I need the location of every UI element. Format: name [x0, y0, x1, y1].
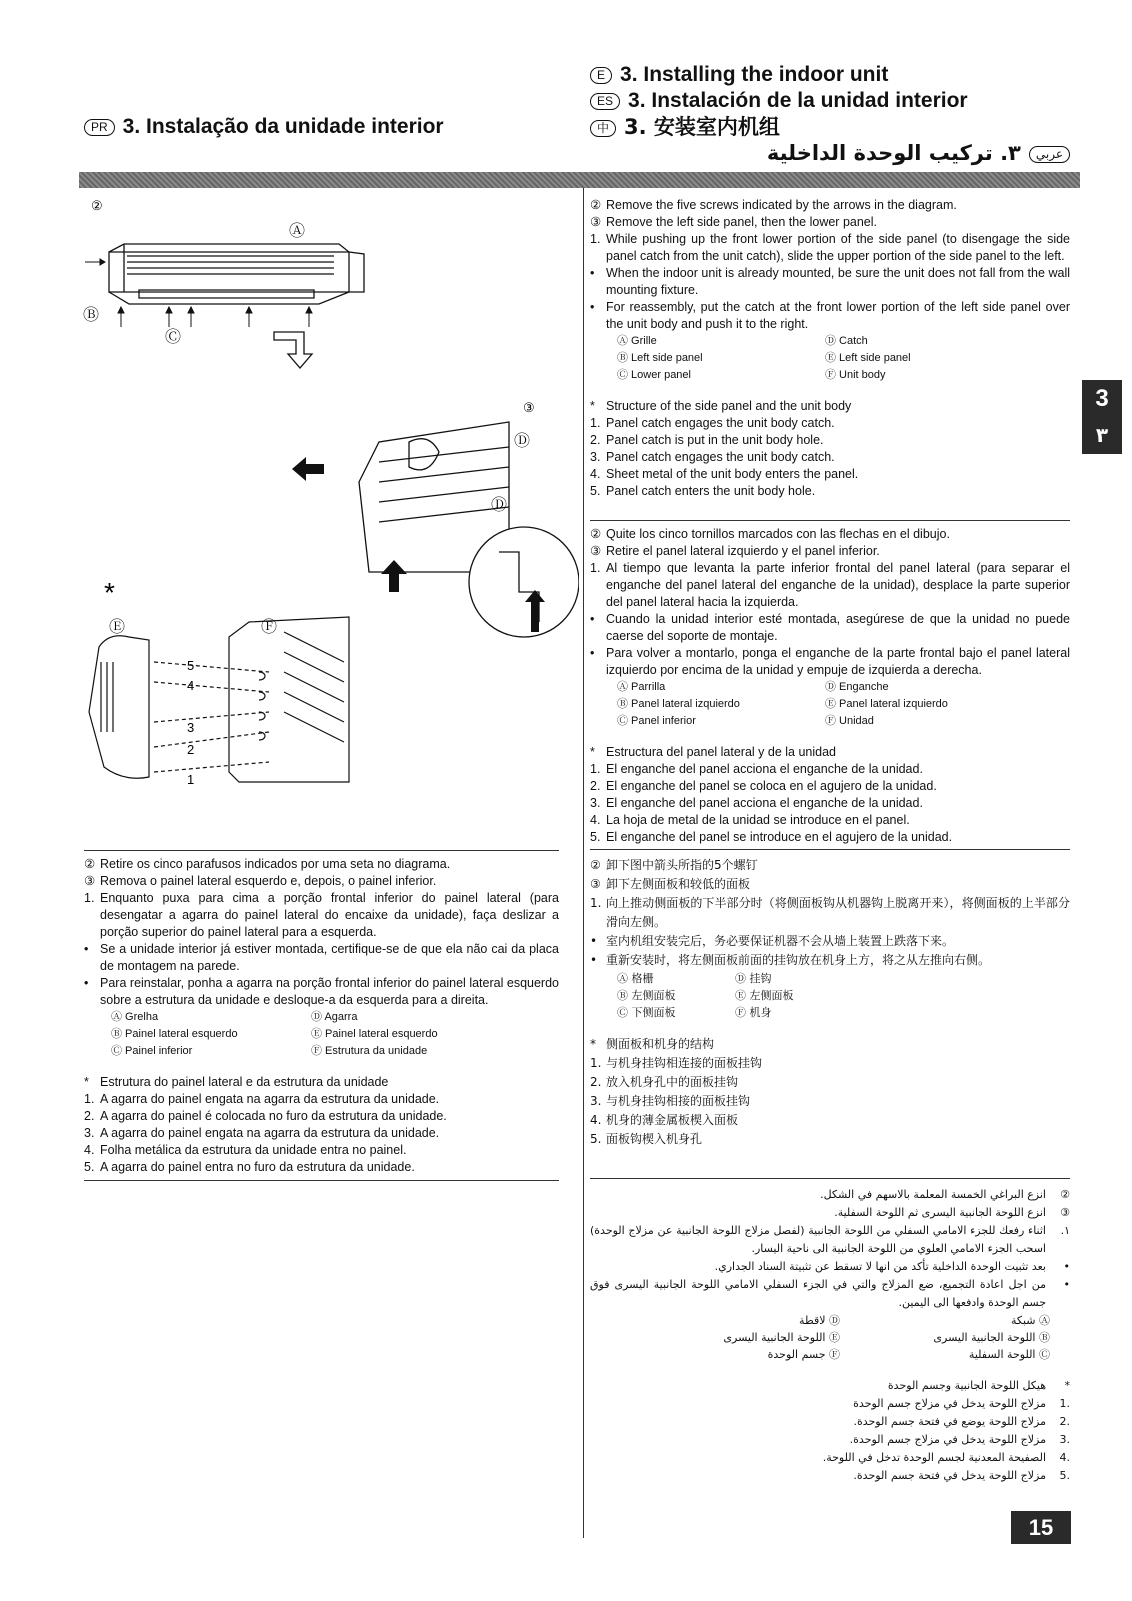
- list-item: [590, 483, 1070, 500]
- text: Estrutura do painel lateral e da estrutura da unidade: [100, 1075, 389, 1089]
- section-chinese: [590, 856, 1070, 1149]
- text: ②: [590, 858, 601, 872]
- parts-legend: [617, 679, 1070, 730]
- callout-d-2: Ⓓ: [491, 497, 508, 514]
- text: La hoja de metal de la unidad se introduce en el panel.: [606, 813, 910, 827]
- list-item: [590, 1431, 1070, 1449]
- text: •: [84, 942, 89, 956]
- header-zh: [590, 114, 780, 141]
- text: ③: [1060, 1206, 1070, 1219]
- text: Ⓔ Left side panel: [825, 352, 911, 364]
- text: Estructura del panel lateral y de la unidad: [606, 745, 837, 759]
- text: Ⓔ اللوحة الجانبية اليسرى: [723, 1331, 840, 1344]
- text: Ⓒ اللوحة السفلية: [968, 1348, 1050, 1361]
- text: Panel catch engages the unit body catch.: [606, 450, 835, 464]
- list-item: [590, 432, 1070, 449]
- header-en: [590, 62, 888, 88]
- list-item: [590, 1395, 1070, 1413]
- parts-legend: [111, 1009, 559, 1060]
- title-es: 3. Instalación de la unidad interior: [628, 89, 968, 112]
- step: [590, 197, 1070, 214]
- list-item: [590, 466, 1070, 483]
- text: •: [590, 612, 595, 626]
- text: 5.: [84, 1160, 95, 1174]
- list-item: [590, 1035, 1070, 1054]
- left-arrow: [292, 457, 324, 481]
- list-item: [590, 1073, 1070, 1092]
- list-item: [84, 1125, 559, 1142]
- text: 1.: [84, 891, 95, 905]
- text: .2: [1059, 1415, 1070, 1428]
- list-item: [590, 1204, 1070, 1222]
- text: Para volver a montarlo, ponga el enganche de la parte frontal bajo el panel lateral izquierdo por encima de la unidad y empuje de izquierda a derecha.: [606, 646, 1070, 677]
- text: A agarra do painel é colocada no furo da estrutura da unidade.: [100, 1109, 447, 1123]
- parts-legend: [590, 1312, 1050, 1363]
- text: 4.: [84, 1143, 95, 1157]
- asterisk-label: *: [104, 577, 115, 608]
- text: A agarra do painel engata na agarra da estrutura da unidade.: [100, 1126, 440, 1140]
- text: Para reinstalar, ponha a agarra na porção frontal inferior do painel lateral esquerdo sobre a estrutura da unidade e desloque-a da esquerda para a direita.: [100, 976, 559, 1007]
- text: Al tiempo que levanta la parte inferior frontal del panel lateral (para separar el enganche del panel lateral del enganche de la unidad), desplace la parte superior del panel lateral hacia la izquierda.: [606, 561, 1070, 609]
- text: 面板钩楔入机身孔: [606, 1132, 703, 1146]
- struct-num-4: 4: [187, 678, 195, 693]
- text: •: [590, 953, 598, 967]
- text: هيكل اللوحة الجانبية وجسم الوحدة: [887, 1379, 1046, 1392]
- list-item: [84, 856, 559, 873]
- text: Ⓕ 机身: [735, 1006, 772, 1019]
- text: انزع اللوحة الجانبية اليسرى ثم اللوحة السفلية.: [834, 1206, 1046, 1219]
- list-item: [590, 1054, 1070, 1073]
- list-item: [590, 951, 1070, 970]
- text: A agarra do painel engata na agarra da estrutura da unidade.: [100, 1092, 440, 1106]
- lang-badge-zh: 中: [590, 120, 616, 137]
- section-portuguese: [84, 856, 559, 1176]
- text: 2.: [590, 779, 601, 793]
- text: 放入机身孔中的面板挂钩: [606, 1075, 739, 1089]
- direction-arrow: [274, 332, 312, 368]
- text: 5.: [590, 830, 601, 844]
- list-item: [590, 560, 1070, 611]
- list-item: [590, 611, 1070, 645]
- text: Ⓑ اللوحة الجانبية اليسرى: [933, 1331, 1050, 1344]
- text: El enganche del panel acciona el enganche de la unidad.: [606, 796, 923, 810]
- struct-num-1: 1: [187, 772, 195, 787]
- text: مزلاج اللوحة يدخل في فتحة جسم الوحدة.: [853, 1469, 1046, 1482]
- text: اثناء رفعك للجزء الامامي السفلي من اللوحة الجانبية (لفصل مزلاج اللوحة الجانبية عن مزلاج الوحدة) اسحب الجزء الامامي العلوي من اللوحة الجانبية الى ناحية اليسار.: [590, 1224, 1046, 1255]
- text: Ⓒ 下侧面板: [617, 1006, 676, 1019]
- text: Sheet metal of the unit body enters the panel.: [606, 467, 859, 481]
- text: Ⓕ Unidad: [825, 715, 874, 727]
- text: انزع البراغي الخمسة المعلمة بالاسهم في الشكل.: [820, 1188, 1046, 1201]
- text: ③: [84, 874, 96, 888]
- text: Ⓔ Panel lateral izquierdo: [825, 698, 948, 710]
- list-item: [590, 543, 1070, 560]
- text: ②: [590, 527, 602, 541]
- text: Ⓐ Grelha: [111, 1011, 159, 1023]
- text: بعد تثبيت الوحدة الداخلية تأكد من انها لا تسقط عن تثبيتة السناد الجداري.: [714, 1260, 1046, 1273]
- text: 与机身挂钩相连接的面板挂钩: [606, 1056, 763, 1070]
- title-zh: 3. 安装室内机组: [624, 115, 780, 139]
- text: .1: [1059, 1397, 1070, 1410]
- text: 5.: [590, 484, 601, 498]
- list-item: [590, 1377, 1070, 1395]
- list-item: [590, 875, 1070, 894]
- text: Ⓐ Parrilla: [617, 681, 666, 693]
- title-pt: 3. Instalação da unidade interior: [122, 115, 444, 138]
- text: Retire os cinco parafusos indicados por uma seta no diagrama.: [100, 857, 451, 871]
- text: 1.: [590, 762, 601, 776]
- text: 与机身挂钩相接的面板挂钩: [606, 1094, 751, 1108]
- text: •: [1063, 1278, 1070, 1291]
- text: Panel catch is put in the unit body hole.: [606, 433, 824, 447]
- step: [590, 214, 1070, 231]
- text: Retire el panel lateral izquierdo y el panel inferior.: [606, 544, 880, 558]
- lang-badge-ar: عربي: [1029, 146, 1070, 163]
- list-item: [84, 941, 559, 975]
- callout-f: Ⓕ: [261, 619, 278, 636]
- header-band: [79, 172, 1080, 188]
- list-item: [590, 1186, 1070, 1204]
- text: ②: [1060, 1188, 1070, 1201]
- list-item: [84, 1091, 559, 1108]
- text: Ⓕ جسم الوحدة: [767, 1348, 840, 1361]
- list-item: [590, 415, 1070, 432]
- header-pt: [84, 114, 444, 140]
- text: •: [1063, 1260, 1070, 1273]
- title-ar: ٣. تركيب الوحدة الداخلية: [766, 141, 1021, 165]
- text: •: [590, 934, 598, 948]
- text: Ⓓ لاقطة: [799, 1314, 840, 1327]
- text: Ⓒ Panel inferior: [617, 715, 696, 727]
- step: [590, 265, 1070, 299]
- fig3-label: ③: [523, 400, 535, 415]
- text: Ⓕ Estrutura da unidade: [311, 1045, 428, 1057]
- fig2-label: ②: [91, 198, 103, 213]
- callout-a: Ⓐ: [289, 223, 306, 240]
- text: Ⓒ Lower panel: [617, 369, 691, 381]
- callout-c: Ⓒ: [165, 329, 182, 346]
- list-item: [84, 1108, 559, 1125]
- list-item: [590, 1092, 1070, 1111]
- list-item: [590, 1258, 1070, 1276]
- lang-badge-pr: PR: [84, 119, 115, 136]
- text: 4.: [590, 1113, 602, 1127]
- callout-b: Ⓑ: [83, 307, 100, 324]
- section-arabic: [590, 1186, 1070, 1485]
- text: 1.: [84, 1092, 95, 1106]
- text: 1.: [590, 561, 601, 575]
- text: مزلاج اللوحة يدخل في مزلاج جسم الوحدة: [853, 1397, 1046, 1410]
- text: 4.: [590, 813, 601, 827]
- text: Ⓑ Panel lateral izquierdo: [617, 698, 740, 710]
- text: Remove the left side panel, then the lower panel.: [606, 215, 878, 229]
- list-item: [590, 1449, 1070, 1467]
- lang-badge-e: E: [590, 67, 612, 84]
- struct-num-5: 5: [187, 658, 195, 673]
- text: 卸下图中箭头所指的5个螺钉: [606, 858, 758, 872]
- page-number: 15: [1011, 1511, 1071, 1544]
- structure-drawing: [89, 617, 349, 782]
- text: Cuando la unidad interior esté montada, asegúrese de que la unidad no puede caerse del soporte de montaje.: [606, 612, 1070, 643]
- list-item: [590, 449, 1070, 466]
- text: El enganche del panel se introduce en el agujero de la unidad.: [606, 830, 953, 844]
- text: 向上推动侧面板的下半部分时（将侧面板钩从机器钩上脱离开来），将侧面板的上半部分滑向左侧。: [606, 896, 1070, 929]
- side-tab-number: 3: [1082, 380, 1122, 417]
- parts-legend: [617, 970, 1070, 1021]
- side-tab-arabic: ٣: [1082, 417, 1122, 454]
- struct-num-3: 3: [187, 720, 195, 735]
- text: ②: [84, 857, 96, 871]
- text: الصفيحة المعدنية لجسم الوحدة تدخل في اللوحة.: [822, 1451, 1046, 1464]
- text: Folha metálica da estrutura da unidade entra no painel.: [100, 1143, 407, 1157]
- text: *: [1064, 1379, 1070, 1392]
- text: .3: [1059, 1433, 1070, 1446]
- section-english: [590, 197, 1070, 500]
- text: El enganche del panel se coloca en el agujero de la unidad.: [606, 779, 937, 793]
- up-arrow: [381, 560, 407, 592]
- text: Ⓓ Catch: [825, 335, 868, 347]
- text: When the indoor unit is already mounted, be sure the unit does not fall from the wall mounting fixture.: [606, 266, 1070, 297]
- text: 3.: [590, 450, 601, 464]
- section-spanish: [590, 526, 1070, 846]
- text: •: [590, 646, 595, 660]
- list-item: [590, 645, 1070, 679]
- text: 卸下左侧面板和较低的面板: [606, 877, 751, 891]
- text: Ⓐ شبكة: [1010, 1314, 1050, 1327]
- text: Ⓕ Unit body: [825, 369, 886, 381]
- list-item: [590, 1413, 1070, 1431]
- text: Remove the five screws indicated by the arrows in the diagram.: [606, 198, 957, 212]
- text: A agarra do painel entra no furo da estrutura da unidade.: [100, 1160, 415, 1174]
- list-item: [84, 975, 559, 1009]
- text: .4: [1059, 1451, 1070, 1464]
- list-item: [590, 795, 1070, 812]
- text: Ⓔ 左侧面板: [735, 989, 794, 1002]
- list-item: [590, 1111, 1070, 1130]
- text: Ⓒ Painel inferior: [111, 1045, 193, 1057]
- step: [590, 231, 1070, 265]
- text: Ⓐ Grille: [617, 335, 657, 347]
- text: Ⓐ 格栅: [617, 972, 654, 985]
- callout-d-1: Ⓓ: [514, 433, 531, 450]
- list-item: [590, 1276, 1070, 1312]
- text: Quite los cinco tornillos marcados con las flechas en el dibujo.: [606, 527, 950, 541]
- side-panel-drawing: [359, 422, 579, 637]
- text: 3.: [590, 796, 601, 810]
- text: •: [84, 976, 89, 990]
- text: 机身的薄金属板楔入面板: [606, 1113, 739, 1127]
- lang-badge-es: ES: [590, 93, 620, 110]
- list-item: [590, 778, 1070, 795]
- text: 室内机组安装完后，务必要保证机器不会从墙上装置上跌落下来。: [606, 934, 955, 948]
- list-item: [84, 890, 559, 941]
- list-item: [84, 1074, 559, 1091]
- text: Ⓑ Left side panel: [617, 352, 703, 364]
- text: ١.: [1060, 1224, 1070, 1237]
- text: 2.: [590, 433, 601, 447]
- list-item: [590, 856, 1070, 875]
- title-en: 3. Installing the indoor unit: [620, 63, 889, 86]
- header-es: [590, 88, 968, 114]
- text: Enquanto puxa para cima a porção frontal inferior do painel lateral (para desengatar a agarra do painel lateral do encaixe da unidade), faça deslizar a porção superior do painel lateral para a esquerda.: [100, 891, 559, 939]
- list-item: [84, 1159, 559, 1176]
- text: ③: [590, 877, 601, 891]
- text: *: [590, 745, 595, 759]
- text: 5.: [590, 1132, 602, 1146]
- text: 1.: [590, 1056, 602, 1070]
- text: *: [590, 1037, 596, 1051]
- text: 3.: [84, 1126, 95, 1140]
- text: .5: [1059, 1469, 1070, 1482]
- text: 1.: [590, 232, 601, 246]
- list-item: [590, 829, 1070, 846]
- text: While pushing up the front lower portion of the side panel (to disengage the side panel catch from the unit catch), slide the upper portion of the side panel to the left.: [606, 232, 1070, 263]
- text: 侧面板和机身的结构: [606, 1037, 715, 1051]
- structure-title: [590, 398, 1070, 415]
- list-item: [590, 744, 1070, 761]
- text: 重新安装时，将左侧面板前面的挂钩放在机身上方，将之从左推向右侧。: [606, 953, 991, 967]
- text: 2.: [590, 1075, 602, 1089]
- struct-num-2: 2: [187, 742, 195, 757]
- text: Ⓓ 挂钩: [735, 972, 772, 985]
- text: ②: [590, 198, 602, 212]
- list-item: [590, 761, 1070, 778]
- text: Ⓓ Agarra: [311, 1011, 358, 1023]
- text: ③: [590, 215, 602, 229]
- text: •: [590, 266, 595, 280]
- text: Remova o painel lateral esquerdo e, depois, o painel inferior.: [100, 874, 437, 888]
- text: مزلاج اللوحة يدخل في مزلاج جسم الوحدة.: [849, 1433, 1046, 1446]
- callout-e: Ⓔ: [109, 619, 126, 636]
- text: Panel catch enters the unit body hole.: [606, 484, 816, 498]
- list-item: [590, 526, 1070, 543]
- step: [590, 299, 1070, 333]
- indoor-unit-drawing: [109, 244, 364, 304]
- list-item: [590, 1130, 1070, 1149]
- list-item: [590, 894, 1070, 932]
- text: من اجل اعادة التجميع، ضع المزلاج والتي في الجزء السفلي الامامي اللوحة الجانبية اليسرى فوق جسم الوحدة وادفعها الى اليمين.: [590, 1278, 1046, 1309]
- text: مزلاج اللوحة يوضع في فتحة جسم الوحدة.: [853, 1415, 1046, 1428]
- text: 3.: [590, 1094, 602, 1108]
- text: For reassembly, put the catch at the front lower portion of the left side panel over the unit body and push it to the right.: [606, 300, 1070, 331]
- text: Ⓑ Painel lateral esquerdo: [111, 1028, 238, 1040]
- text: 2.: [84, 1109, 95, 1123]
- list-item: [590, 812, 1070, 829]
- text: 4.: [590, 467, 601, 481]
- screw-arrows: [85, 259, 312, 327]
- list-item: [590, 932, 1070, 951]
- header-ar: [765, 140, 1070, 166]
- text: *: [84, 1075, 89, 1089]
- text: Se a unidade interior já estiver montada, certifique-se de que ela não cai da placa de montagem na parede.: [100, 942, 559, 973]
- list-item: [590, 1467, 1070, 1485]
- list-item: [590, 1222, 1070, 1258]
- list-item: [84, 873, 559, 890]
- text: Ⓔ Painel lateral esquerdo: [311, 1028, 438, 1040]
- text: Structure of the side panel and the unit body: [606, 399, 852, 413]
- text: Panel catch engages the unit body catch.: [606, 416, 835, 430]
- text: 1.: [590, 416, 601, 430]
- text: 1.: [590, 896, 602, 910]
- figure-area: [79, 192, 579, 842]
- list-item: [84, 1142, 559, 1159]
- text: *: [590, 399, 595, 413]
- parts-legend: [617, 333, 1070, 384]
- text: •: [590, 300, 595, 314]
- text: Ⓓ Enganche: [825, 681, 889, 693]
- text: Ⓑ 左侧面板: [617, 989, 676, 1002]
- text: El enganche del panel acciona el enganche de la unidad.: [606, 762, 923, 776]
- column-divider: [583, 188, 584, 1538]
- text: ③: [590, 544, 602, 558]
